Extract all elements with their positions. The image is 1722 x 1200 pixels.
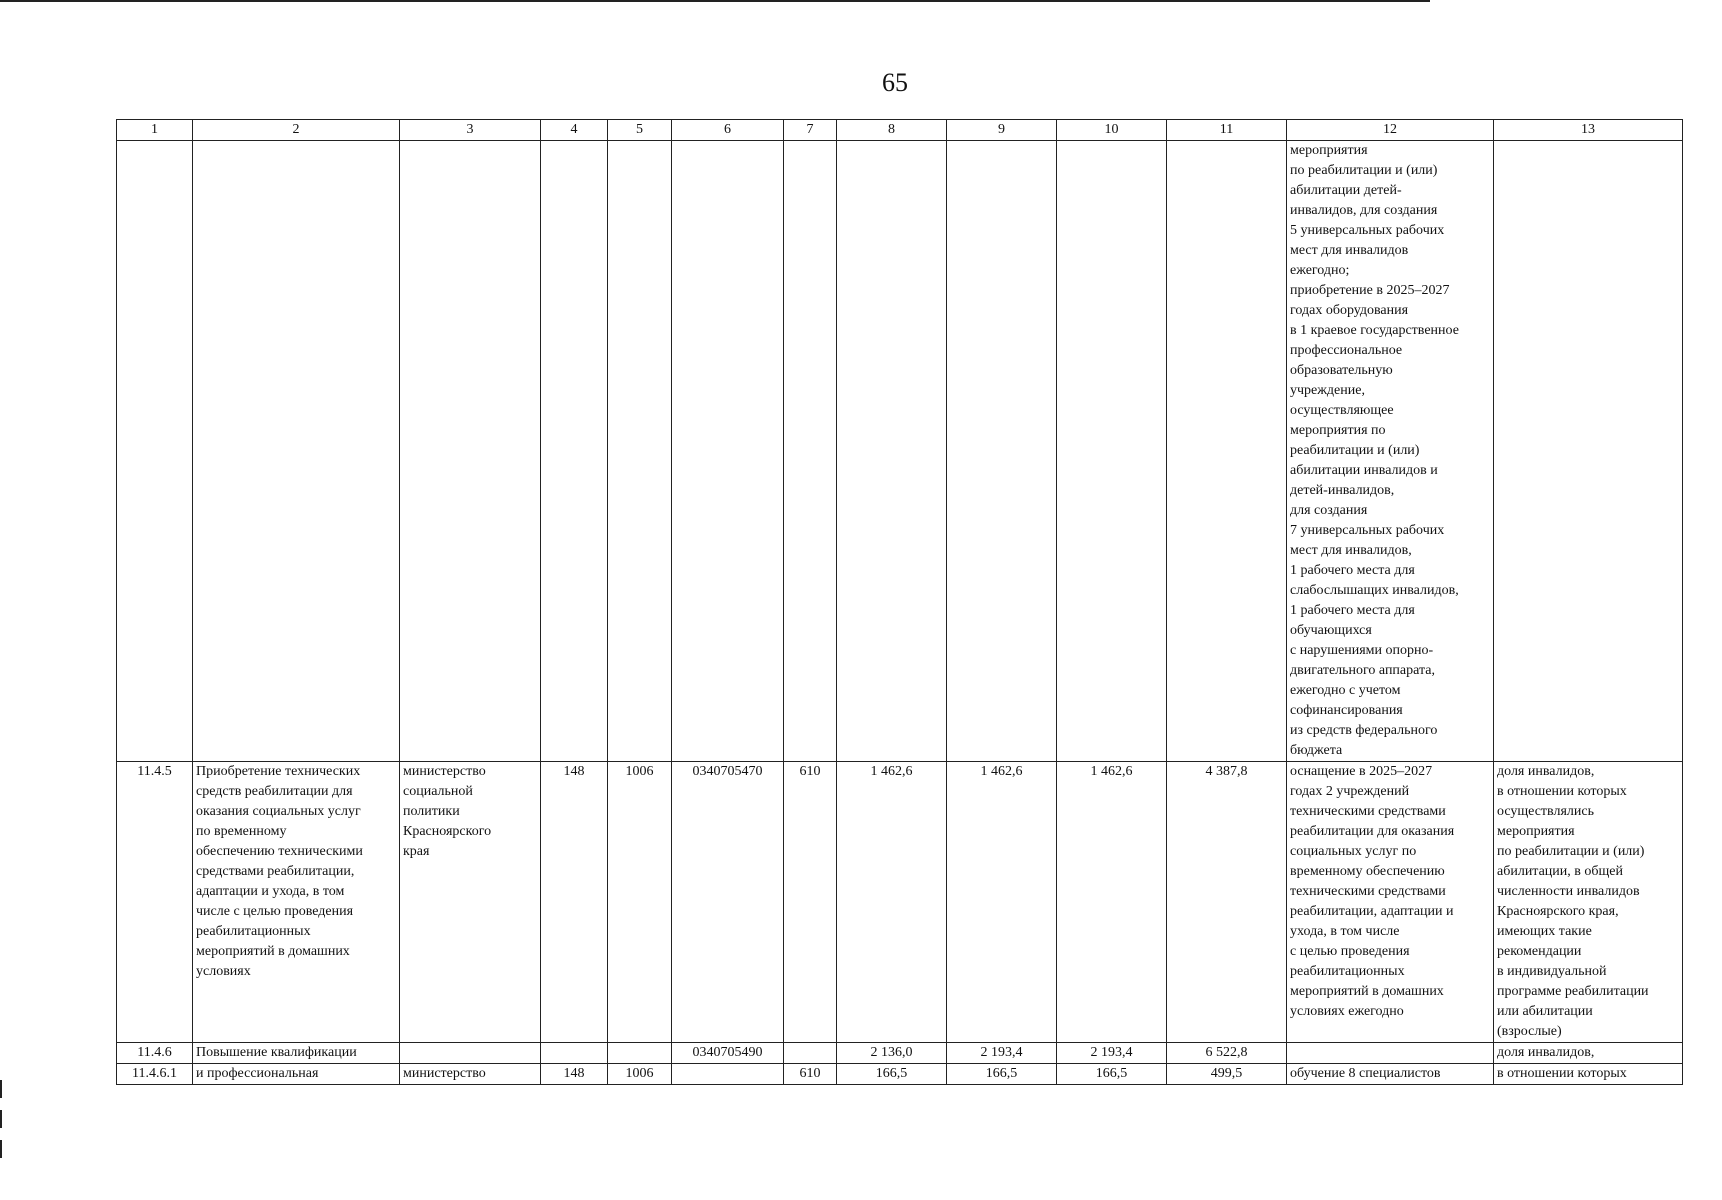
cell-code [784,141,837,762]
header-row [117,120,1683,141]
table-row [117,141,1683,762]
cell-amount [837,141,947,762]
cell-amount: 499,5 [1167,1064,1287,1085]
cell-code [608,141,672,762]
column-header: 11 [1167,120,1287,141]
column-header: 6 [672,120,784,141]
column-header: 10 [1057,120,1167,141]
column-header: 5 [608,120,672,141]
cell-result: оснащение в 2025–2027 годах 2 учреждений техническими средствами реабилитации для оказания социальных услуг по временному обеспечению техническими средствами реабилитации, адаптации и ухода, в том числе с целью проведения реабилитационных мероприятий в домашних условиях ежегодно [1287,762,1494,1043]
column-header: 12 [1287,120,1494,141]
cell-indicator [1494,141,1683,762]
scan-left-mark [0,1080,2,1098]
cell-amount: 166,5 [947,1064,1057,1085]
cell-code: 148 [541,1064,608,1085]
column-header: 13 [1494,120,1683,141]
cell-executor: министерство [400,1064,541,1085]
cell-amount: 2 136,0 [837,1043,947,1064]
cell-amount: 1 462,6 [947,762,1057,1043]
cell-amount [1057,141,1167,762]
cell-amount: 6 522,8 [1167,1043,1287,1064]
table-row [117,1064,1683,1085]
cell-indicator: доля инвалидов, [1494,1043,1683,1064]
cell-number [117,141,193,762]
cell-indicator: в отношении которых [1494,1064,1683,1085]
cell-amount: 4 387,8 [1167,762,1287,1043]
cell-executor [400,141,541,762]
cell-code [672,141,784,762]
cell-result: обучение 8 специалистов [1287,1064,1494,1085]
cell-number: 11.4.5 [117,762,193,1043]
table-row [117,1043,1683,1064]
cell-code: 0340705470 [672,762,784,1043]
cell-amount [1167,141,1287,762]
cell-amount: 166,5 [1057,1064,1167,1085]
cell-name: и профессиональная [193,1064,400,1085]
cell-executor: министерство социальной политики Красноярского края [400,762,541,1043]
cell-amount: 1 462,6 [837,762,947,1043]
cell-amount: 166,5 [837,1064,947,1085]
column-header: 4 [541,120,608,141]
column-header: 2 [193,120,400,141]
cell-code [608,1043,672,1064]
page-number: 65 [882,68,908,97]
cell-amount: 1 462,6 [1057,762,1167,1043]
cell-amount: 2 193,4 [947,1043,1057,1064]
cell-result: мероприятия по реабилитации и (или) абилитации детей- инвалидов, для создания 5 универсальных рабочих мест для инвалидов ежегодно; приобретение в 2025–2027 годах оборудования в 1 краевое государственное профессиональное образовательную учреждение, осуществляющее мероприятия по реабилитации и (или) абилитации инвалидов и детей-инвалидов, для создания 7 универсальных рабочих мест для инвалидов, 1 рабочего места для слабослышащих инвалидов, 1 рабочего места для обучающихся с нарушениями опорно- двигательного аппарата, ежегодно с учетом софинансирования из средств федерального бюджета [1287,141,1494,762]
cell-code: 610 [784,1064,837,1085]
cell-name: Повышение квалификации [193,1043,400,1064]
cell-name [193,141,400,762]
column-header: 9 [947,120,1057,141]
column-header: 3 [400,120,541,141]
cell-code: 610 [784,762,837,1043]
cell-code [784,1043,837,1064]
budget-table [116,119,1683,1085]
cell-code: 1006 [608,762,672,1043]
scan-left-mark [0,1110,2,1128]
table-row [117,762,1683,1043]
cell-code [541,141,608,762]
cell-number: 11.4.6.1 [117,1064,193,1085]
scan-left-mark [0,1140,2,1158]
column-header: 7 [784,120,837,141]
cell-indicator: доля инвалидов, в отношении которых осуществлялись мероприятия по реабилитации и (или) абилитации, в общей численности инвалидов Красноярского края, имеющих такие рекомендации в индивидуальной программе реабилитации или абилитации (взрослые) [1494,762,1683,1043]
cell-executor [400,1043,541,1064]
cell-code [672,1064,784,1085]
cell-code: 0340705490 [672,1043,784,1064]
cell-code: 1006 [608,1064,672,1085]
cell-amount [947,141,1057,762]
column-header: 8 [837,120,947,141]
cell-code: 148 [541,762,608,1043]
column-header: 1 [117,120,193,141]
scan-top-border [0,0,1430,2]
cell-number: 11.4.6 [117,1043,193,1064]
cell-amount: 2 193,4 [1057,1043,1167,1064]
cell-name: Приобретение технических средств реабилитации для оказания социальных услуг по временному обеспечению техническими средствами реабилитации, адаптации и ухода, в том числе с целью проведения реабилитационных мероприятий в домашних условиях [193,762,400,1043]
cell-code [541,1043,608,1064]
cell-result [1287,1043,1494,1064]
